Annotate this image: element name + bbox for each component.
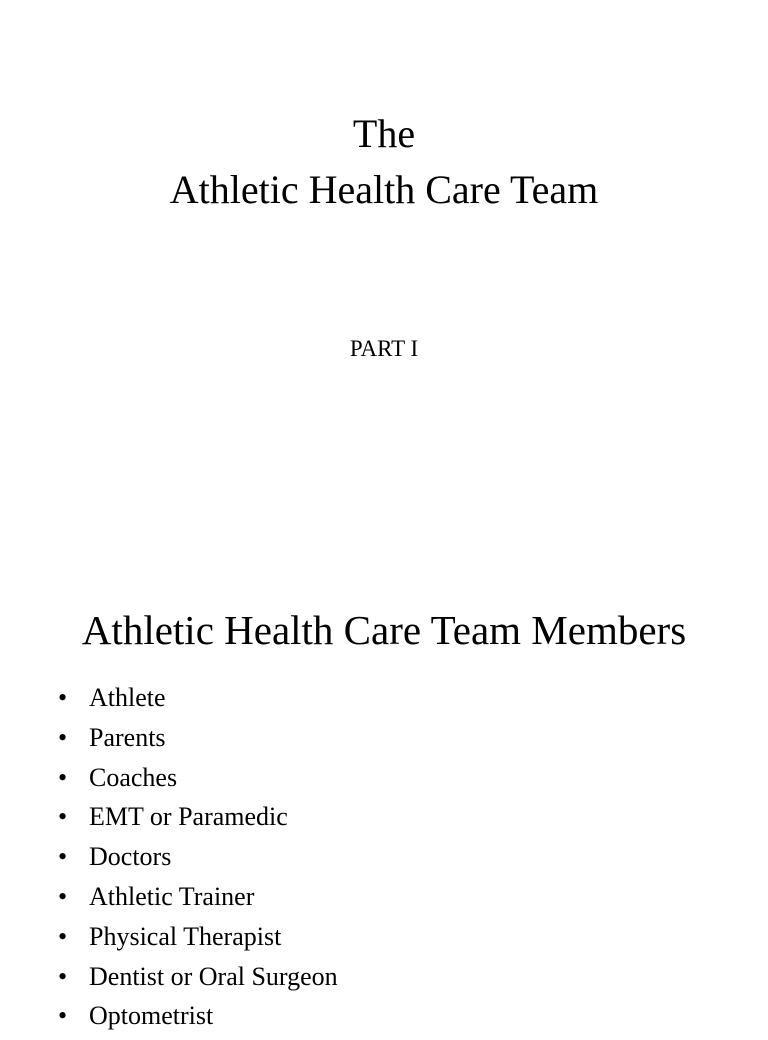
bullet-icon: • (58, 961, 68, 991)
list-item (0, 961, 338, 1001)
list-item-label: Athlete (89, 683, 166, 712)
list-item (0, 682, 338, 722)
list-item-label: Parents (89, 722, 166, 752)
list-item (0, 841, 338, 881)
list-item-label: Physical Therapist (89, 921, 282, 951)
bullet-icon: • (58, 722, 68, 752)
list-item (0, 1000, 338, 1040)
list-item (0, 921, 338, 961)
bullet-icon: • (58, 762, 68, 792)
list-item-label: EMT or Paramedic (89, 802, 288, 832)
title-line-2: Athletic Health Care Team (169, 167, 599, 212)
title-line-1: The (352, 111, 416, 156)
list-item-label: Dentist or Oral Surgeon (89, 961, 338, 991)
bullet-icon: • (58, 1001, 68, 1031)
bullet-icon: • (58, 842, 68, 872)
bullet-icon: • (58, 881, 68, 911)
bullet-icon: • (58, 921, 68, 951)
list-item (0, 801, 338, 841)
list-item-label: Doctors (89, 842, 172, 872)
list-item (0, 762, 338, 802)
bullet-icon: • (58, 683, 68, 712)
list-item (0, 722, 338, 762)
slide-heading: Athletic Health Care Team Members (81, 607, 687, 653)
list-item-label: Optometrist (89, 1001, 214, 1031)
subtitle: PART I (349, 336, 419, 361)
list-item-label: Coaches (89, 762, 178, 792)
bullet-icon: • (58, 802, 68, 832)
list-item (0, 881, 338, 921)
list-item-label: Athletic Trainer (89, 881, 255, 911)
members-list (0, 682, 338, 1040)
